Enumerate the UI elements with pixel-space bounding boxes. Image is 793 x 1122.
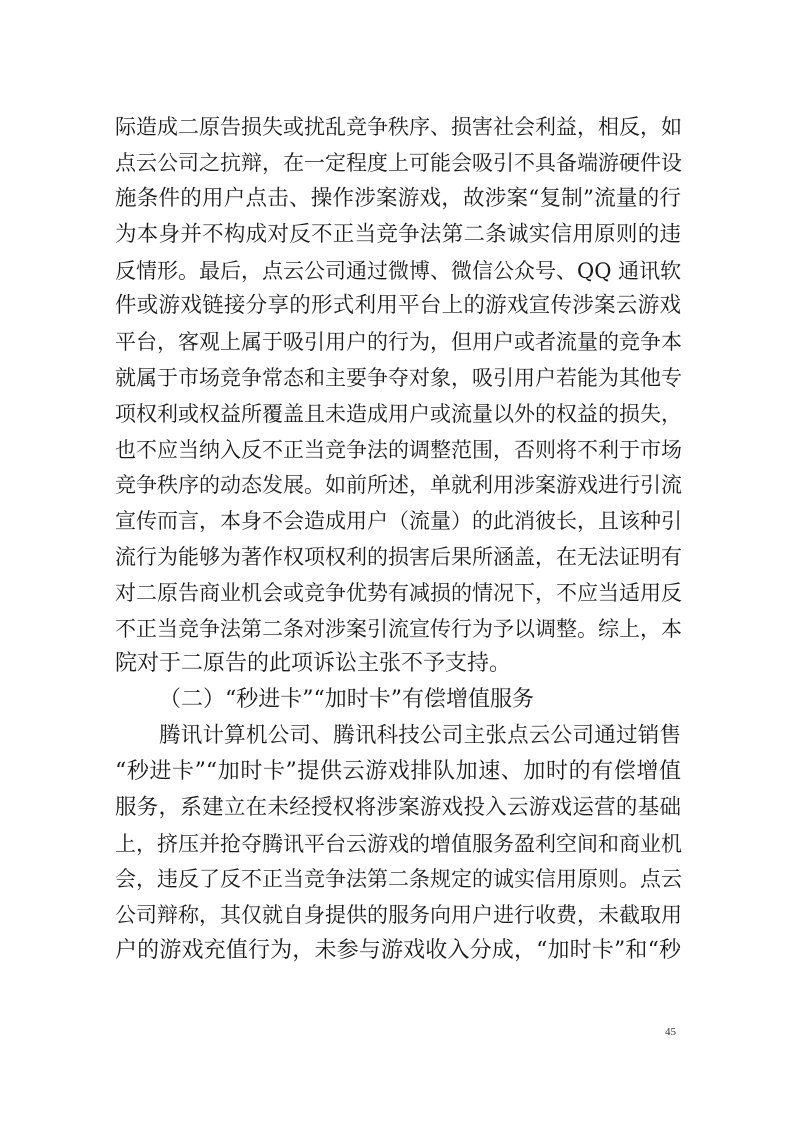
text-line: “秒进卡”“加时卡”提供云游戏排队加速、加时的有偿增值 [115,759,681,784]
text-line: 点云公司之抗辩，在一定程度上可能会吸引不具备端游硬件设 [115,151,682,175]
page-number: 45 [665,1026,676,1038]
text-line: 施条件的用户点击、操作涉案游戏，故涉案“复制”流量的行 [115,186,681,211]
section-heading: （二）“秒进卡”“加时卡”有偿增值服务 [159,687,534,712]
text-line: 件或游戏链接分享的形式利用平台上的游戏宣传涉案云游戏 [115,293,681,318]
text-line: 公司辩称，其仅就自身提供的服务向用户进行收费，未截取用 [115,903,682,927]
text-line: 院对于二原告的此项诉讼主张不予支持。 [115,651,512,676]
text-line: 也不应当纳入反不正当竞争法的调整范围，否则将不利于市场 [115,438,682,462]
text-line: 不正当竞争法第二条对涉案引流宣传行为予以调整。综上，本 [115,617,682,641]
text-line: 平台，客观上属于吸引用户的行为，但用户或者流量的竞争本 [115,330,682,354]
text-line: 上，挤压并抢夺腾讯平台云游戏的增值服务盈利空间和商业机 [115,832,682,856]
text-line: 会，违反了反不正当竞争法第二条规定的诚实信用原则。点云 [115,867,682,891]
text-line: 际造成二原告损失或扰乱竞争秩序、损害社会利益，相反，如 [115,115,682,139]
text-line: 户的游戏充值行为，未参与游戏收入分成，“加时卡”和“秒 [115,938,681,963]
text-line: 服务，系建立在未经授权将涉案游戏投入云游戏运营的基础 [115,795,681,820]
text-line: 为本身并不构成对反不正当竞争法第二条诚实信用原则的违 [115,222,681,247]
text-line: 反情形。最后，点云公司通过微博、微信公众号、QQ 通讯软 [115,259,682,283]
text-line: 腾讯计算机公司、腾讯科技公司主张点云公司通过销售 [159,723,681,748]
text-line: 就属于市场竞争常态和主要争夺对象，吸引用户若能为其他专 [115,366,682,390]
text-line: 宣传而言，本身不会造成用户（流量）的此消彼长，且该种引 [115,509,682,533]
text-line: 对二原告商业机会或竞争优势有减损的情况下，不应当适用反 [115,581,682,605]
text-line: 竞争秩序的动态发展。如前所述，单就利用涉案游戏进行引流 [115,473,682,497]
text-line: 项权利或权益所覆盖且未造成用户或流量以外的权益的损失， [115,402,682,426]
text-line: 流行为能够为著作权项权利的损害后果所涵盖，在无法证明有 [115,545,682,569]
